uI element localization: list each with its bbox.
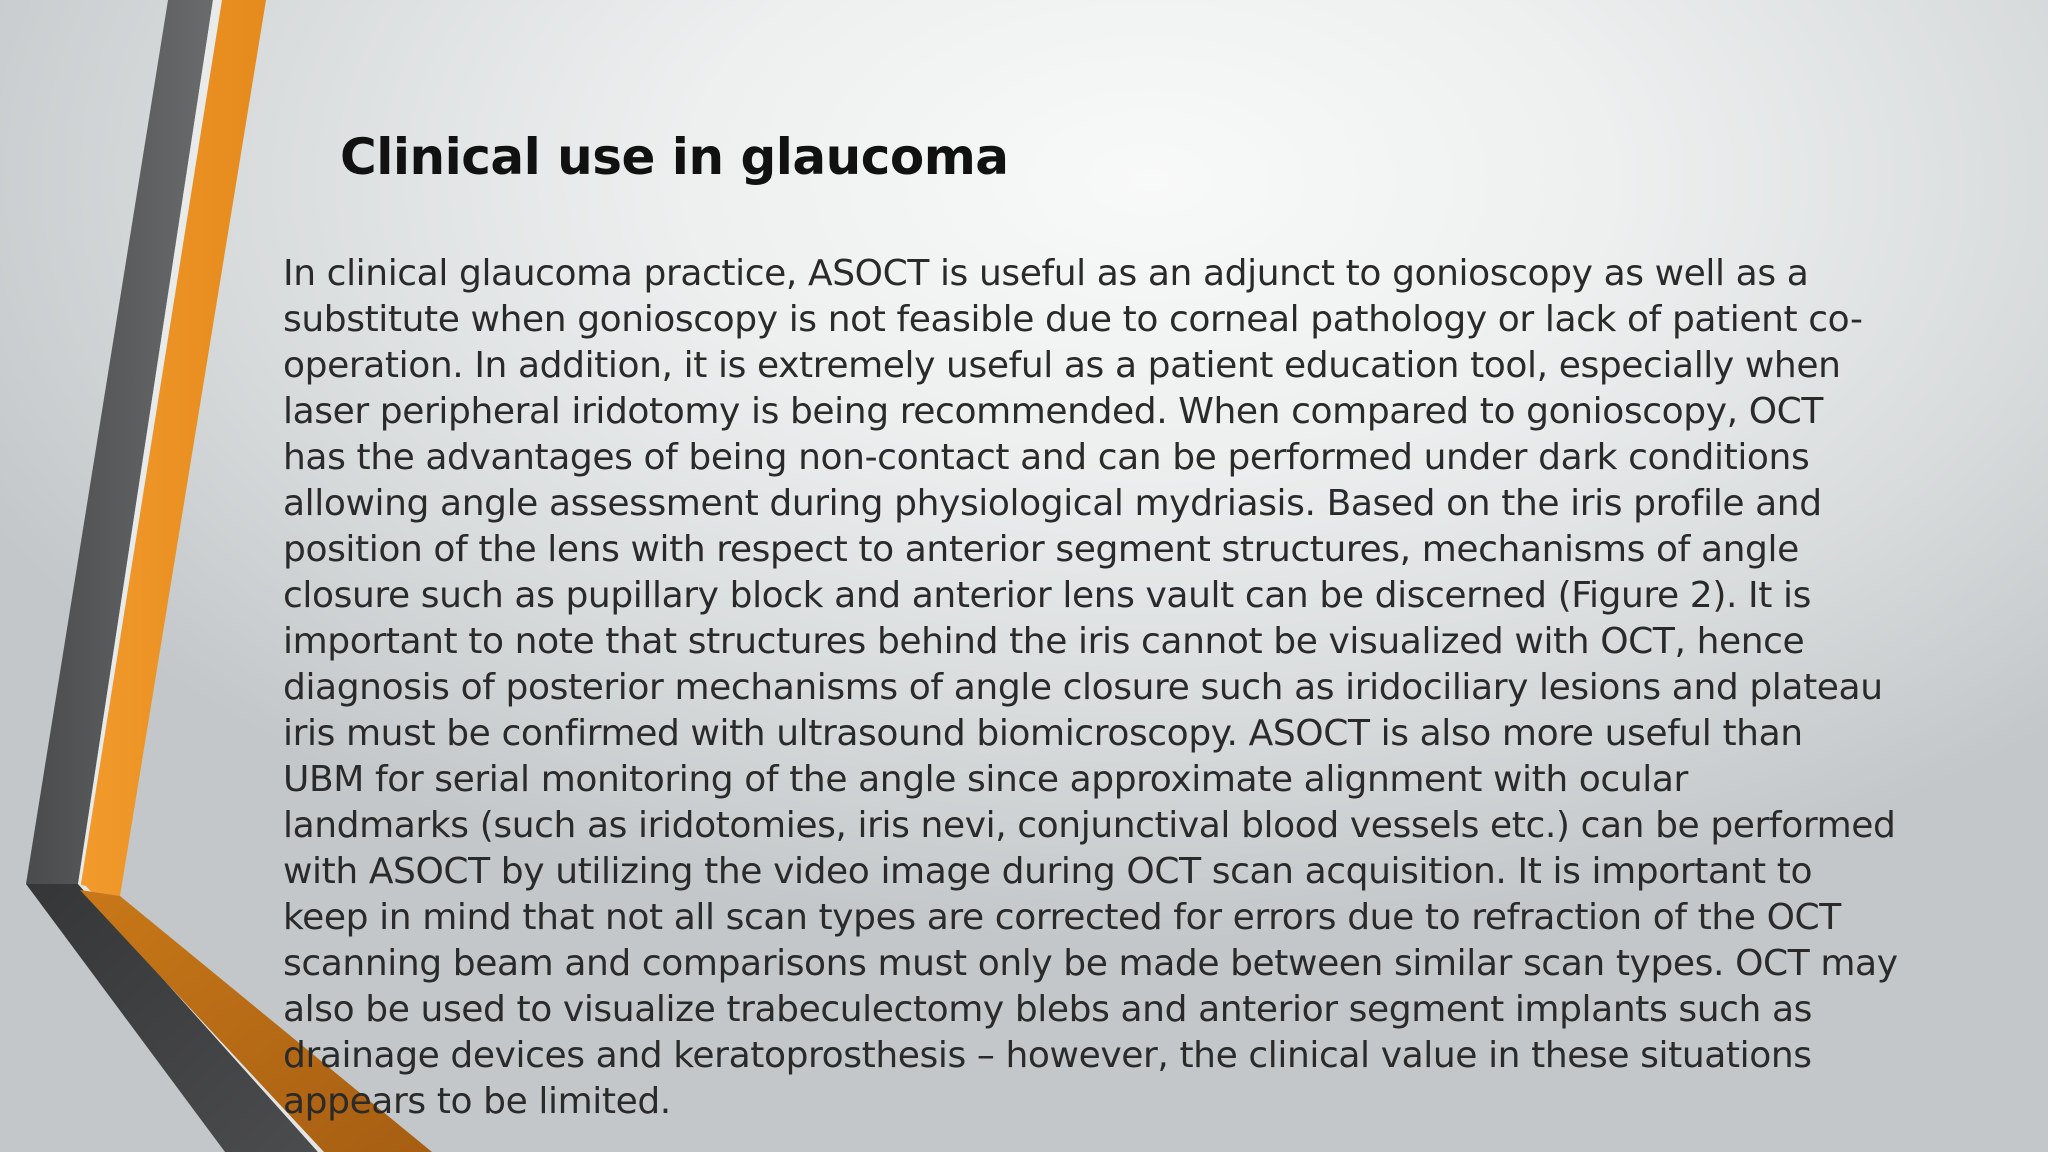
body-line: operation. In addition, it is extremely useful as a patient education tool, especially when	[283, 345, 1841, 386]
body-line: position of the lens with respect to anterior segment structures, mechanisms of angle	[283, 529, 1799, 570]
body-line: UBM for serial monitoring of the angle since approximate alignment with ocular	[283, 759, 1688, 800]
body-line: with ASOCT by utilizing the video image during OCT scan acquisition. It is important to	[283, 851, 1813, 892]
body-line: has the advantages of being non-contact and can be performed under dark conditions	[283, 437, 1810, 478]
body-line: In clinical glaucoma practice, ASOCT is useful as an adjunct to gonioscopy as well as a	[283, 253, 1809, 294]
gray-stripe-lower	[26, 884, 318, 1152]
body-line: substitute when gonioscopy is not feasible due to corneal pathology or lack of patient co-	[283, 299, 1863, 340]
slide-title: Clinical use in glaucoma	[340, 128, 1009, 186]
body-line: scanning beam and comparisons must only be made between similar scan types. OCT may	[283, 943, 1898, 984]
body-paragraph	[283, 251, 1983, 1125]
body-line: laser peripheral iridotomy is being recommended. When compared to gonioscopy, OCT	[283, 391, 1823, 432]
body-line: important to note that structures behind the iris cannot be visualized with OCT, hence	[283, 621, 1805, 662]
body-line: closure such as pupillary block and anterior lens vault can be discerned (Figure 2). It is	[283, 575, 1811, 616]
body-line: keep in mind that not all scan types are corrected for errors due to refraction of the OCT	[283, 897, 1841, 938]
body-line: appears to be limited.	[283, 1081, 671, 1122]
body-line: landmarks (such as iridotomies, iris nevi, conjunctival blood vessels etc.) can be performed	[283, 805, 1896, 846]
body-line: allowing angle assessment during physiological mydriasis. Based on the iris profile and	[283, 483, 1822, 524]
body-line: diagnosis of posterior mechanisms of angle closure such as iridociliary lesions and plateau	[283, 667, 1883, 708]
body-line: drainage devices and keratoprosthesis – however, the clinical value in these situations	[283, 1035, 1812, 1076]
body-line: iris must be confirmed with ultrasound biomicroscopy. ASOCT is also more useful than	[283, 713, 1803, 754]
body-line: also be used to visualize trabeculectomy blebs and anterior segment implants such as	[283, 989, 1812, 1030]
